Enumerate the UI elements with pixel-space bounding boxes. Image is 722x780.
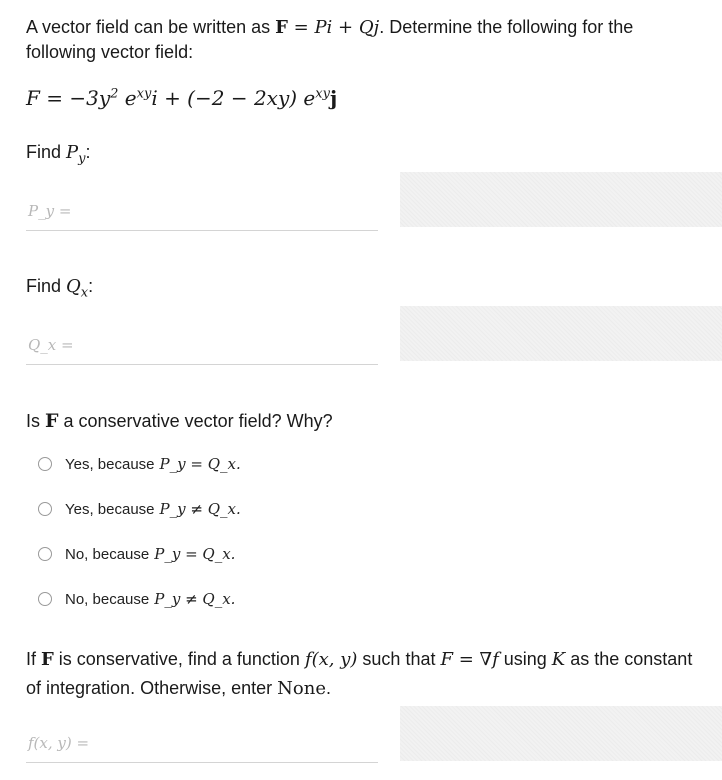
field-mid1: e (118, 86, 137, 110)
q2-prompt: Find (26, 276, 67, 296)
option-text: No, because (65, 545, 150, 563)
q4-p1: If (26, 649, 42, 669)
py-input[interactable] (76, 198, 370, 226)
option-yes-notequal[interactable] (38, 500, 241, 518)
option-math: P_y = Q_x. (159, 455, 241, 473)
q1-prompt: Find (26, 142, 67, 162)
q4-p3: such that (357, 649, 441, 669)
intro-F: F (275, 17, 288, 38)
py-answer-field[interactable] (26, 192, 378, 231)
q3-prompt-pre: Is (26, 411, 46, 431)
q4-func: f(x, y) (304, 649, 358, 670)
option-text: No, because (65, 590, 150, 608)
radio-button[interactable] (38, 502, 52, 516)
field-end: j (329, 86, 338, 110)
q1-suffix: : (85, 142, 91, 162)
qx-placeholder: Q_x = (28, 336, 74, 354)
qx-input[interactable] (76, 332, 370, 360)
q4-none: None (277, 678, 326, 699)
option-math: P_y ≠ Q_x. (154, 590, 236, 608)
q4-K: K (551, 649, 566, 670)
option-math: P_y ≠ Q_x. (159, 500, 241, 518)
field-sup2: xy (136, 86, 152, 102)
q2-var: Q (66, 276, 81, 297)
q4-p5: as the constant of integration. Otherwise, enter (26, 649, 693, 698)
q4-prompt (26, 645, 706, 703)
q3-label (26, 410, 333, 432)
option-math: P_y = Q_x. (154, 545, 236, 563)
q4-p4: using (498, 649, 552, 669)
radio-button[interactable] (38, 592, 52, 606)
q1-var: P (66, 142, 79, 163)
q2-sub: x (80, 285, 89, 301)
option-no-notequal[interactable] (38, 590, 235, 608)
intro-text (26, 15, 706, 65)
field-sup1: 2 (110, 86, 119, 102)
f-placeholder: f(x, y) = (28, 734, 90, 752)
q2-label (26, 276, 93, 301)
q3-F: F (45, 410, 59, 432)
q4-p2: is conservative, find a function (53, 649, 305, 669)
qx-feedback-box (400, 306, 722, 361)
radio-button[interactable] (38, 457, 52, 471)
field-lhs: F = −3y (26, 86, 111, 110)
f-input[interactable] (96, 730, 370, 758)
qx-answer-field[interactable] (26, 326, 378, 365)
intro-part1: A vector field can be written as (26, 17, 271, 37)
option-text: Yes, because (65, 455, 155, 473)
q1-label (26, 142, 91, 167)
f-feedback-box (400, 706, 722, 761)
q2-suffix: : (88, 276, 94, 296)
option-no-equal[interactable] (38, 545, 235, 563)
field-mid2: i + (−2 − 2xy) e (151, 86, 316, 110)
intro-eq: = Pi + Qj (287, 17, 380, 38)
option-yes-equal[interactable] (38, 455, 241, 473)
py-placeholder: P_y = (28, 202, 72, 220)
py-feedback-box (400, 172, 722, 227)
vector-field-equation (26, 86, 337, 110)
q4-eq: F = ∇f (440, 649, 499, 670)
f-answer-field[interactable] (26, 724, 378, 763)
q3-prompt-post: a conservative vector field? Why? (58, 411, 333, 431)
q1-sub: y (78, 151, 86, 167)
intro-part2: . Determine the following for the following vector field: (26, 17, 634, 62)
field-sup3: xy (315, 86, 330, 102)
q4-F: F (41, 649, 54, 670)
option-text: Yes, because (65, 500, 155, 518)
q4-p6: . (325, 678, 331, 698)
radio-button[interactable] (38, 547, 52, 561)
